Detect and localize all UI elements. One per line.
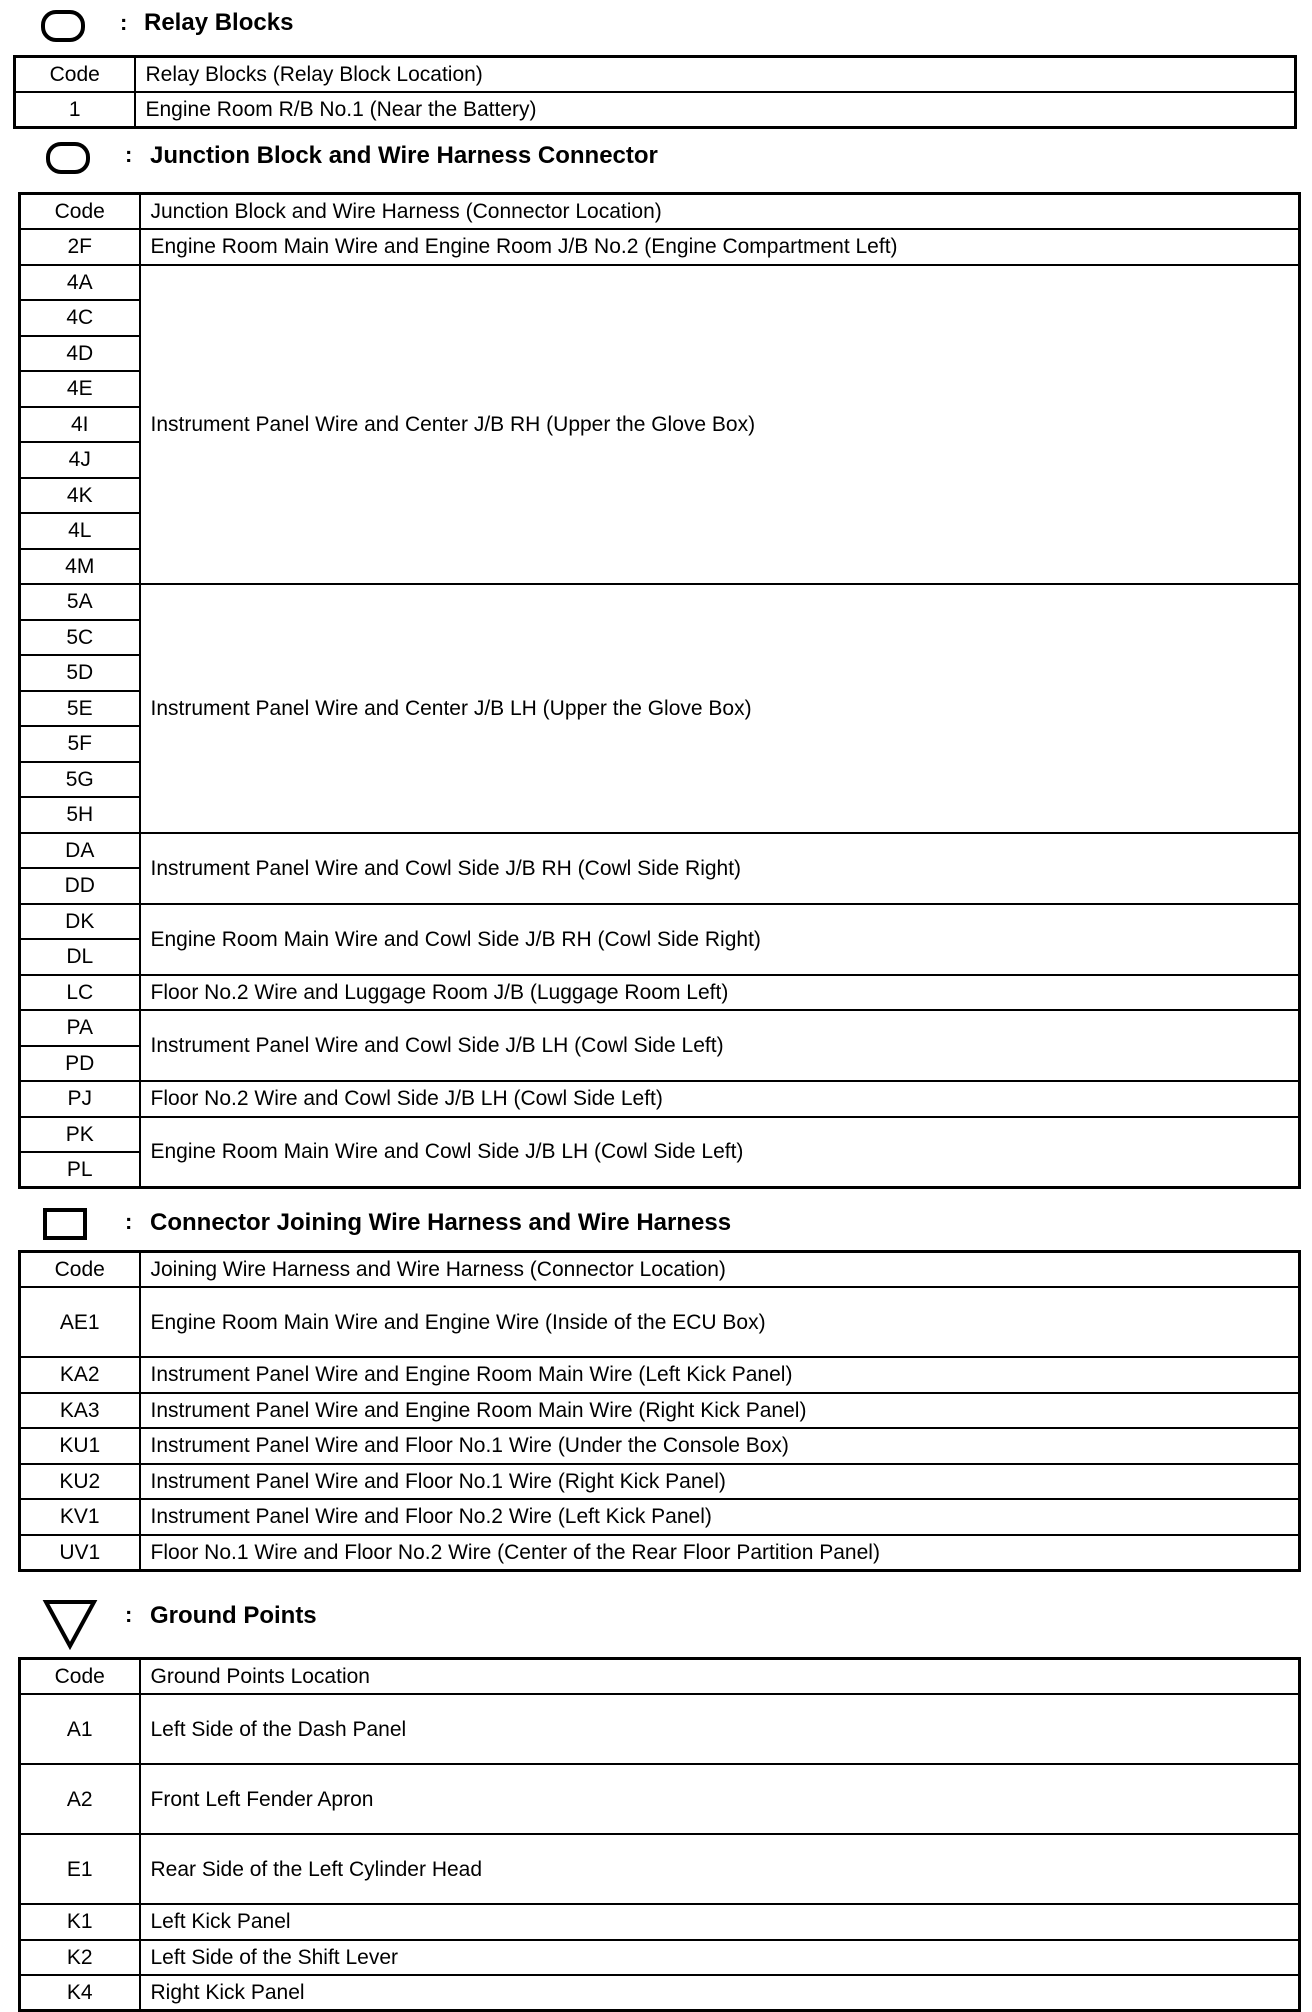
row-code: DD (20, 868, 140, 904)
row-code: PL (20, 1152, 140, 1188)
row-description: Engine Room Main Wire and Engine Room J/B No.2 (Engine Compartment Left) (140, 229, 1300, 265)
row-description: Engine Room R/B No.1 (Near the Battery) (135, 92, 1296, 128)
table-row (15, 92, 1296, 128)
junction-block-heading (45, 140, 945, 180)
row-description: Instrument Panel Wire and Cowl Side J/B LH (Cowl Side Left) (140, 1010, 1300, 1081)
row-description: Instrument Panel Wire and Center J/B LH (Upper the Glove Box) (140, 584, 1300, 833)
connector-heading (42, 1207, 942, 1247)
row-description: Left Side of the Dash Panel (140, 1694, 1300, 1764)
row-code: 5C (20, 620, 140, 656)
row-code: 5F (20, 726, 140, 762)
heading-colon: : (125, 142, 133, 167)
table-row (20, 1975, 1300, 2011)
row-code: LC (20, 975, 140, 1011)
header-description: Joining Wire Harness and Wire Harness (Connector Location) (140, 1252, 1300, 1288)
table-row (20, 1464, 1300, 1500)
row-code: PJ (20, 1081, 140, 1117)
table-row (20, 1287, 1300, 1357)
row-description: Left Kick Panel (140, 1904, 1300, 1940)
row-code: KV1 (20, 1499, 140, 1535)
row-code: K1 (20, 1904, 140, 1940)
row-code: 2F (20, 229, 140, 265)
row-description: Right Kick Panel (140, 1975, 1300, 2011)
header-description: Relay Blocks (Relay Block Location) (135, 57, 1296, 93)
triangle-down-icon (42, 1598, 98, 1650)
row-code: 4D (20, 336, 140, 372)
row-code: 1 (15, 92, 135, 128)
row-code: A2 (20, 1764, 140, 1834)
row-code: 4K (20, 478, 140, 514)
row-code: 5H (20, 797, 140, 833)
heading-colon: : (125, 1602, 133, 1627)
row-description: Instrument Panel Wire and Engine Room Main Wire (Right Kick Panel) (140, 1393, 1300, 1429)
row-code: E1 (20, 1834, 140, 1904)
row-description: Engine Room Main Wire and Cowl Side J/B LH (Cowl Side Left) (140, 1117, 1300, 1188)
junction-block-table (18, 192, 1301, 1189)
row-code: DK (20, 904, 140, 940)
table-row (20, 833, 1300, 869)
row-code: KA2 (20, 1357, 140, 1393)
row-code: DA (20, 833, 140, 869)
table-row (20, 1764, 1300, 1834)
header-description: Ground Points Location (140, 1659, 1300, 1695)
row-description: Engine Room Main Wire and Engine Wire (Inside of the ECU Box) (140, 1287, 1300, 1357)
table-row (20, 265, 1300, 301)
table-row (20, 1499, 1300, 1535)
table-row (20, 584, 1300, 620)
row-code: K4 (20, 1975, 140, 2011)
row-description: Instrument Panel Wire and Cowl Side J/B RH (Cowl Side Right) (140, 833, 1300, 904)
row-code: 5D (20, 655, 140, 691)
row-code: 4C (20, 300, 140, 336)
table-row (20, 1904, 1300, 1940)
table-row (20, 1357, 1300, 1393)
table-header-row (15, 57, 1296, 93)
row-code: 4E (20, 371, 140, 407)
heading-colon: : (120, 10, 128, 35)
section-title: Ground Points (150, 1602, 317, 1629)
connector-table (18, 1250, 1301, 1572)
relay-blocks-heading (40, 8, 740, 48)
row-description: Rear Side of the Left Cylinder Head (140, 1834, 1300, 1904)
row-code: 4M (20, 549, 140, 585)
row-code: DL (20, 939, 140, 975)
table-row (20, 1428, 1300, 1464)
row-code: 5E (20, 691, 140, 727)
row-description: Instrument Panel Wire and Floor No.1 Wire (Under the Console Box) (140, 1428, 1300, 1464)
row-code: PD (20, 1046, 140, 1082)
table-row (20, 1117, 1300, 1153)
table-header-row (20, 1252, 1300, 1288)
row-description: Floor No.2 Wire and Luggage Room J/B (Luggage Room Left) (140, 975, 1300, 1011)
row-description: Left Side of the Shift Lever (140, 1940, 1300, 1976)
table-row (20, 1010, 1300, 1046)
row-description: Floor No.2 Wire and Cowl Side J/B LH (Cowl Side Left) (140, 1081, 1300, 1117)
row-code: KU2 (20, 1464, 140, 1500)
row-code: 5G (20, 762, 140, 798)
row-description: Front Left Fender Apron (140, 1764, 1300, 1834)
table-row (20, 229, 1300, 265)
square-icon (42, 1207, 88, 1241)
row-code: UV1 (20, 1535, 140, 1571)
ground-points-heading (42, 1600, 742, 1640)
table-row (20, 975, 1300, 1011)
header-code: Code (20, 1252, 140, 1288)
row-code: KA3 (20, 1393, 140, 1429)
ground-points-table (18, 1657, 1301, 2012)
table-header-row (20, 1659, 1300, 1695)
table-row (20, 1081, 1300, 1117)
section-title: Connector Joining Wire Harness and Wire Harness (150, 1209, 732, 1236)
relay-blocks-table (13, 55, 1297, 129)
row-description: Engine Room Main Wire and Cowl Side J/B RH (Cowl Side Right) (140, 904, 1300, 975)
row-code: PA (20, 1010, 140, 1046)
row-code: 4A (20, 265, 140, 301)
header-description: Junction Block and Wire Harness (Connector Location) (140, 194, 1300, 230)
table-row (20, 1535, 1300, 1571)
heading-colon: : (125, 1209, 133, 1234)
row-code: 5A (20, 584, 140, 620)
row-code: 4L (20, 513, 140, 549)
table-row (20, 1694, 1300, 1764)
table-row (20, 1940, 1300, 1976)
row-code: A1 (20, 1694, 140, 1764)
table-header-row (20, 194, 1300, 230)
row-code: PK (20, 1117, 140, 1153)
row-description: Instrument Panel Wire and Floor No.1 Wire (Right Kick Panel) (140, 1464, 1300, 1500)
row-code: 4I (20, 407, 140, 443)
section-title: Junction Block and Wire Harness Connector (150, 142, 658, 169)
row-description: Instrument Panel Wire and Floor No.2 Wire (Left Kick Panel) (140, 1499, 1300, 1535)
rounded-rect-icon (40, 9, 86, 43)
header-code: Code (15, 57, 135, 93)
section-title: Relay Blocks (144, 9, 294, 36)
header-code: Code (20, 1659, 140, 1695)
row-code: KU1 (20, 1428, 140, 1464)
row-code: AE1 (20, 1287, 140, 1357)
table-row (20, 904, 1300, 940)
row-description: Instrument Panel Wire and Center J/B RH (Upper the Glove Box) (140, 265, 1300, 585)
table-row (20, 1393, 1300, 1429)
rounded-rect-icon (45, 141, 91, 175)
table-row (20, 1834, 1300, 1904)
row-description: Instrument Panel Wire and Engine Room Main Wire (Left Kick Panel) (140, 1357, 1300, 1393)
row-description: Floor No.1 Wire and Floor No.2 Wire (Center of the Rear Floor Partition Panel) (140, 1535, 1300, 1571)
row-code: 4J (20, 442, 140, 478)
header-code: Code (20, 194, 140, 230)
row-code: K2 (20, 1940, 140, 1976)
